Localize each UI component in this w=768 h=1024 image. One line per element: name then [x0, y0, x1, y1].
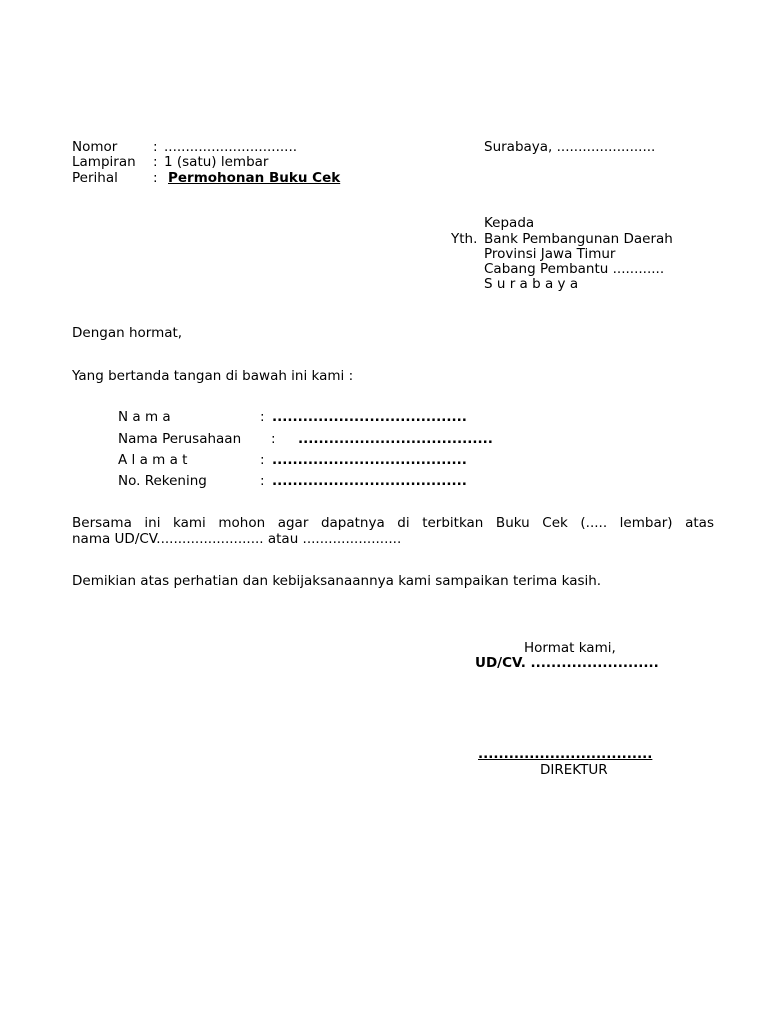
- closing-text: Demikian atas perhatian dan kebijaksanaannya kami sampaikan terima kasih.: [72, 573, 602, 589]
- greeting: Dengan hormat,: [72, 325, 183, 341]
- recipient-branch: Cabang Pembantu ............: [484, 261, 665, 277]
- field-perusahaan-label: Nama Perusahaan: [118, 431, 242, 447]
- lampiran-label: Lampiran: [72, 154, 136, 170]
- recipient-yth: Yth.: [451, 231, 478, 247]
- perihal-value: Permohonan Buku Cek: [168, 170, 341, 186]
- recipient-province: Provinsi Jawa Timur: [484, 246, 616, 262]
- request-text-line-2: nama UD/CV......................... atau .......................: [72, 531, 402, 547]
- signature-title: DIREKTUR: [540, 762, 608, 778]
- field-nama-label: N a m a: [118, 409, 171, 425]
- field-rekening-label: No. Rekening: [118, 473, 207, 489]
- field-rekening-value: ......................................: [272, 473, 467, 489]
- field-nama-value: ......................................: [272, 409, 467, 425]
- signature-regards: Hormat kami,: [524, 640, 616, 656]
- field-perusahaan-value: ......................................: [298, 431, 493, 447]
- nomor-value: ...............................: [164, 139, 298, 155]
- recipient-kepada: Kepada: [484, 215, 535, 231]
- field-alamat-separator: :: [260, 452, 265, 468]
- signature-company: UD/CV. .........................: [475, 655, 659, 671]
- lampiran-value: 1 (satu) lembar: [164, 154, 269, 170]
- nomor-separator: :: [153, 139, 158, 155]
- request-text-line-1: Bersama ini kami mohon agar dapatnya di terbitkan Buku Cek (..... lembar) atas: [72, 515, 714, 531]
- field-alamat-value: ......................................: [272, 452, 467, 468]
- field-perusahaan-separator: :: [271, 431, 276, 447]
- lampiran-separator: :: [153, 154, 158, 170]
- signature-line: ..................................: [478, 746, 653, 762]
- nomor-label: Nomor: [72, 139, 118, 155]
- recipient-bank: Bank Pembangunan Daerah: [484, 231, 673, 247]
- recipient-city: S u r a b a y a: [484, 276, 579, 292]
- perihal-label: Perihal: [72, 170, 118, 186]
- intro-text: Yang bertanda tangan di bawah ini kami :: [72, 368, 354, 384]
- perihal-separator: :: [153, 170, 158, 186]
- field-rekening-separator: :: [260, 473, 265, 489]
- field-nama-separator: :: [260, 409, 265, 425]
- field-alamat-label: A l a m a t: [118, 452, 188, 468]
- place-date: Surabaya, .......................: [484, 139, 656, 155]
